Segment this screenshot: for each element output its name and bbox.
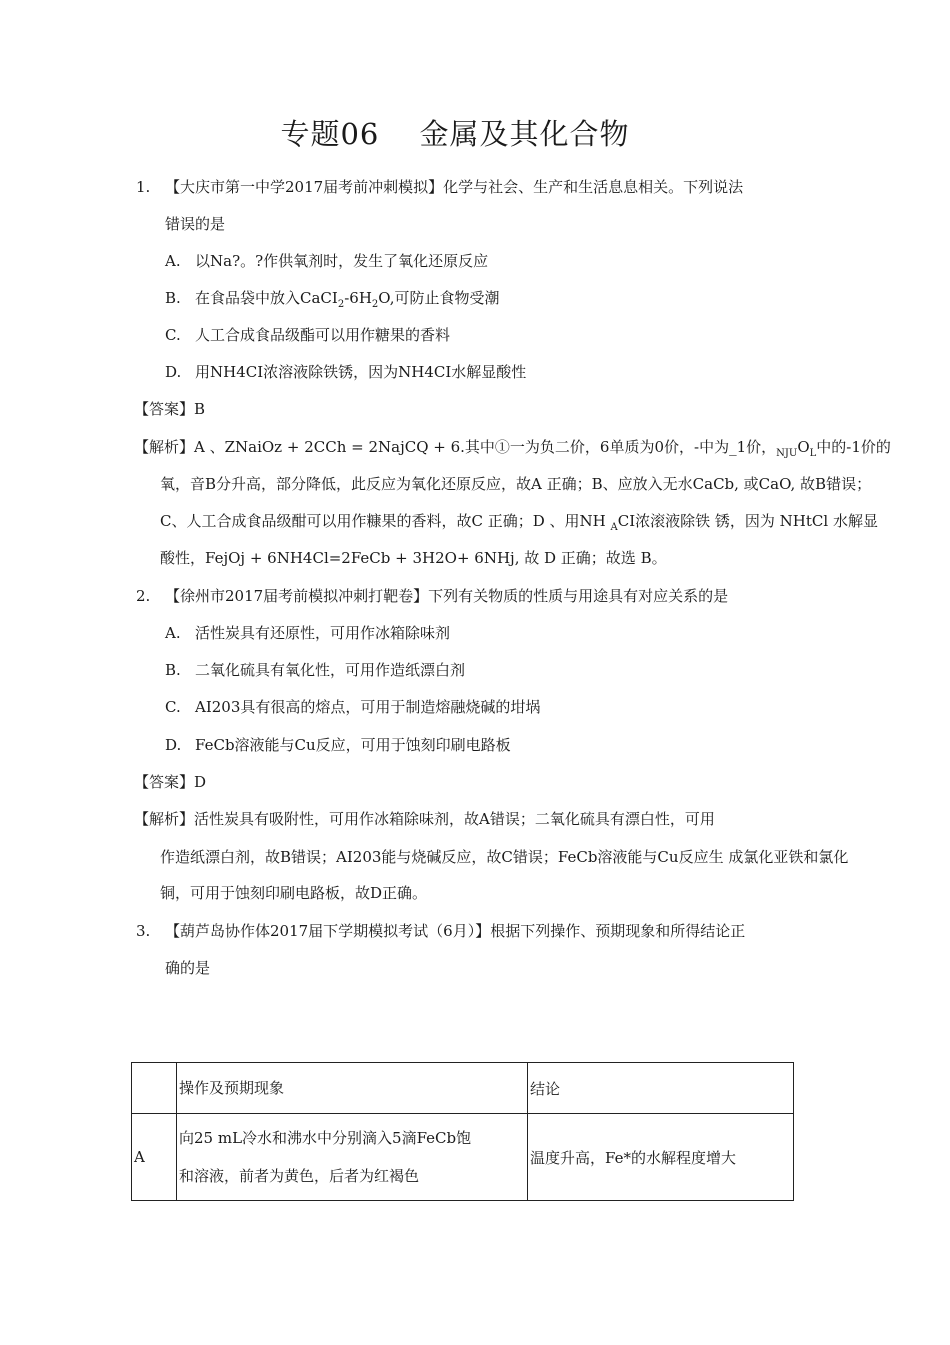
q1-stem-line2: 错误的是 (165, 215, 226, 233)
option-letter: A. (165, 252, 181, 270)
subscript: NJU (776, 448, 798, 459)
q2-option-d (165, 735, 511, 755)
q1-option-b (165, 288, 499, 308)
q3-stem-line1: 【葫芦岛协作体2017届下学期模拟考试（6月）】根据下列操作、预期现象和所得结论正 (165, 922, 746, 940)
q1-explanation-line4: 酸性，FejOj + 6NH4Cl=2FeCb + 3H2O+ 6NHj, 故 D 正确；故选 B。 (160, 549, 667, 567)
table-header-row (132, 1063, 794, 1114)
q2-explanation-line2: 作造纸漂白剂，故B错误；AI203能与烧碱反应，故C错误；FeCb溶液能与Cu反应生 成氯化亚铁和氯化 (160, 848, 849, 866)
option-letter: D. (165, 736, 182, 754)
q1-answer: 【答案】B (134, 400, 206, 418)
q2-option-a (165, 623, 450, 643)
q1-option-a (165, 251, 488, 271)
q1-option-d (165, 362, 526, 382)
option-text: FeCb溶液能与Cu反应，可用于蚀刻印刷电路板 (195, 736, 511, 754)
q3-table (131, 1062, 794, 1201)
operation-cell (177, 1114, 528, 1201)
option-text: 在食品袋中放入CaCI (195, 289, 338, 307)
q1-explanation-line2: 氧，音B分升高，部分降低，此反应为氧化还原反应，故A 正确；B、应放入无水CaCb, 或CaO, 故B错误； (160, 475, 872, 493)
header-cell-conclusion: 结论 (528, 1063, 794, 1114)
option-text: O,可防止食物受潮 (378, 289, 500, 307)
operation-line1: 向25 mL冷水和沸水中分别滴入5滴FeCb饱 (179, 1129, 472, 1147)
option-text: 以Na?。?作供氧剂时，发生了氧化还原反应 (195, 252, 489, 270)
operation-line2: 和溶液，前者为黄色，后者为红褐色 (179, 1167, 420, 1185)
subscript: 2 (371, 299, 379, 310)
q1-explanation-line1 (134, 437, 891, 457)
table-row (132, 1114, 794, 1201)
q2-option-b (165, 660, 465, 680)
explanation-text: C、人工合成食品级酣可以用作糠果的香料，故C 正确；D 、用NH (160, 512, 611, 530)
explanation-text: 【解析】A 、ZNaiOz + 2CCh = 2NajCQ + 6.其中①一为负二价，6单质为0价，-中为_1价， (134, 438, 777, 456)
q3-stem-line2: 确的是 (165, 959, 211, 977)
option-letter: D. (165, 363, 182, 381)
q2-explanation-line3: 铜，可用于蚀刻印刷电路板，故D正确。 (160, 884, 428, 902)
q2-stem-line1: 【徐州市2017届考前模拟冲刺打靶卷】下列有关物质的性质与用途具有对应关系的是 (165, 587, 729, 605)
q3-number: 3. (136, 922, 151, 940)
option-text: AI203具有很高的熔点，可用于制造熔融烧碱的坩埚 (195, 698, 541, 716)
option-letter: A. (165, 624, 181, 642)
option-letter: C. (165, 698, 181, 716)
q1-stem-line1: 【大庆市第一中学2017届考前冲刺模拟】化学与社会、生产和生活息息相关。下列说法 (165, 178, 744, 196)
option-letter: C. (165, 326, 181, 344)
subscript: A (610, 522, 618, 533)
q1-number: 1. (136, 178, 151, 196)
conclusion-cell: 温度升高，Fe*的水解程度增大 (528, 1114, 794, 1201)
option-text: 人工合成食品级酯可以用作糖果的香料 (195, 326, 451, 344)
option-letter: B. (165, 661, 181, 679)
explanation-text: 中的-1价的 (816, 438, 891, 456)
page-title: 专题06 金属及其化合物 (280, 117, 630, 151)
explanation-text: O (797, 438, 810, 456)
q2-option-c (165, 697, 540, 717)
subscript: 2 (337, 299, 345, 310)
option-text: 用NH4CI浓溶液除铁锈，因为NH4CI水解显酸性 (195, 363, 527, 381)
header-cell-blank (132, 1063, 177, 1114)
q1-explanation-line3 (160, 511, 878, 531)
explanation-text: CI浓滚液除铁 锈，因为 NHtCl 水解显 (617, 512, 878, 530)
subscript: L (809, 448, 817, 459)
option-letter: B. (165, 289, 181, 307)
q1-option-c (165, 325, 450, 345)
row-label-cell: A (132, 1114, 177, 1201)
q2-explanation-line1: 【解析】活性炭具有吸附性，可用作冰箱除味剂，故A错误；二氧化硫具有漂白性，可用 (134, 810, 715, 828)
option-text: 活性炭具有还原性，可用作冰箱除味剂 (195, 624, 451, 642)
option-text: 二氧化硫具有氧化性，可用作造纸漂白剂 (195, 661, 466, 679)
q2-number: 2. (136, 587, 151, 605)
q2-answer: 【答案】D (134, 773, 207, 791)
header-cell-operation: 操作及预期现象 (177, 1063, 528, 1114)
option-text: -6H (344, 289, 372, 307)
